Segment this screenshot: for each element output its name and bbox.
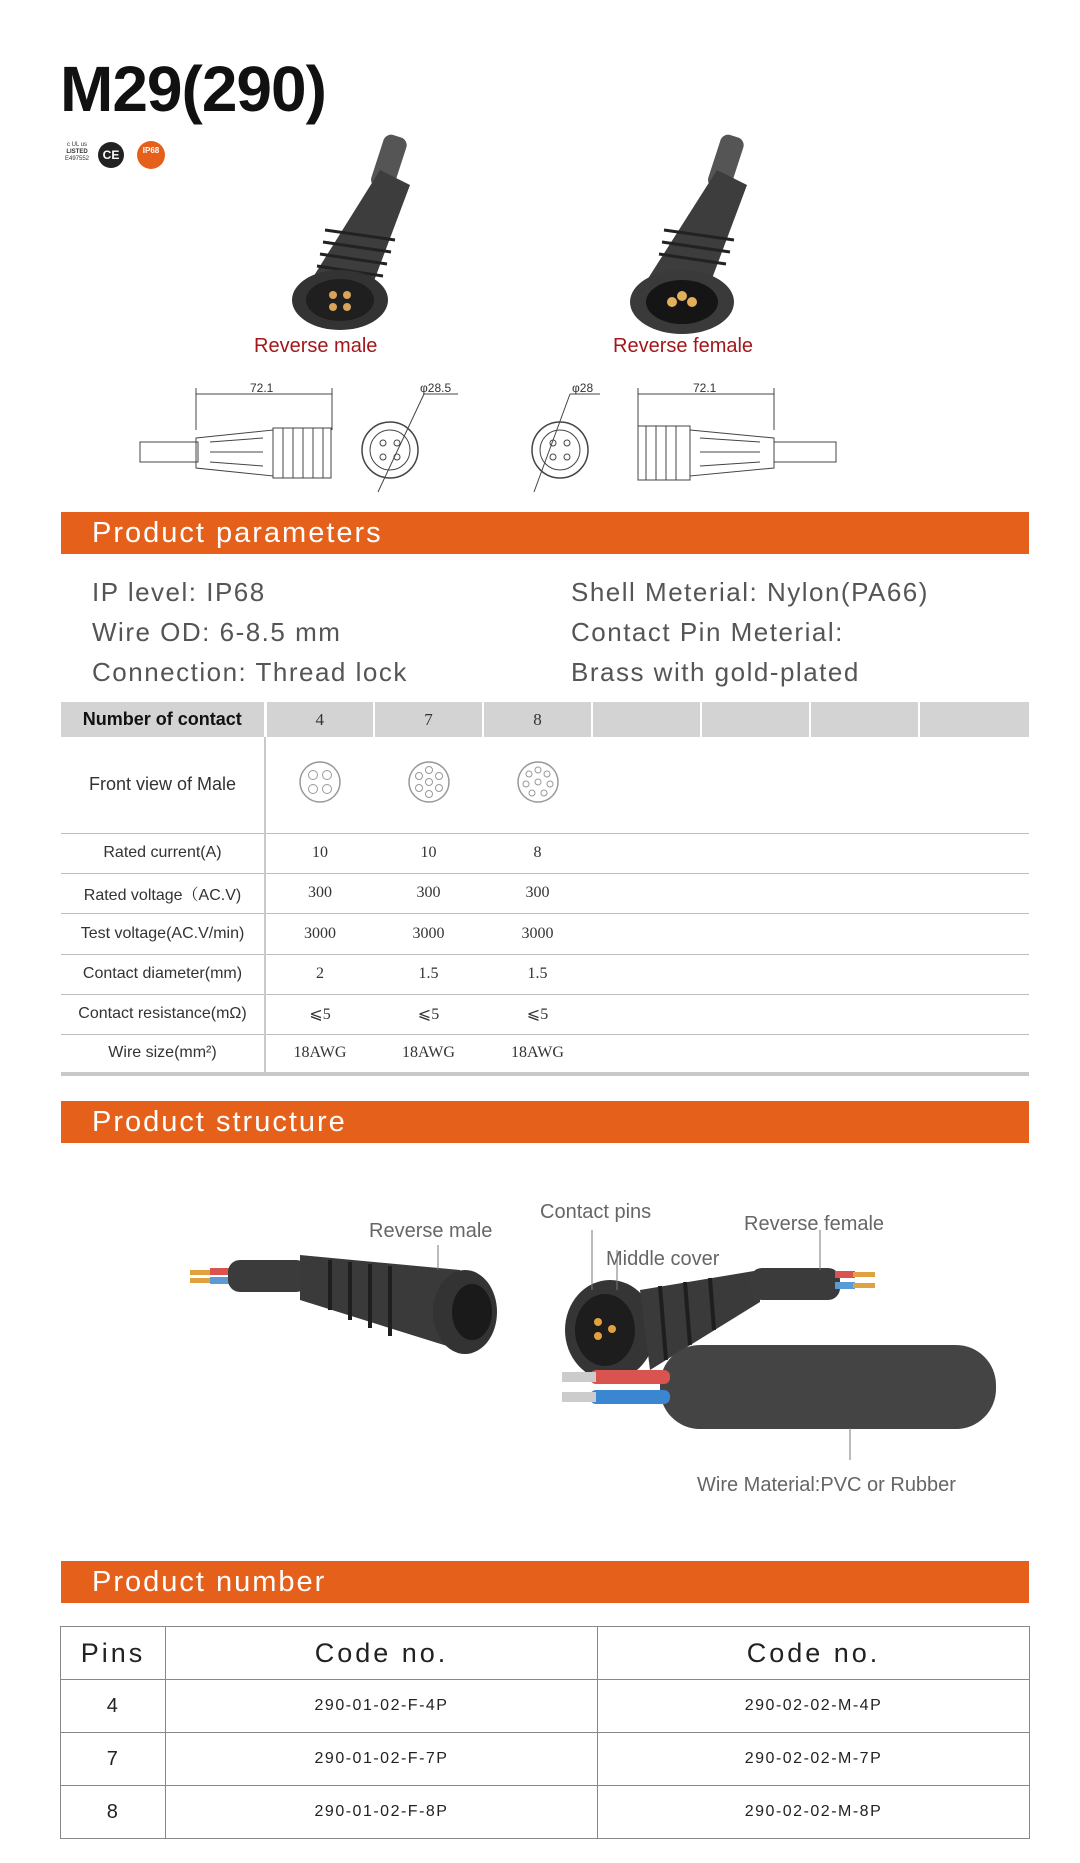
cell: ⩽5 (483, 994, 592, 1034)
param-wire-od: Wire OD: 6-8.5 mm (92, 617, 342, 647)
cell: 300 (483, 873, 592, 913)
row-label: Rated voltage（AC.V) (61, 873, 265, 913)
page-title: M29(290) (60, 53, 326, 125)
product-structure-illustration (180, 1230, 1000, 1460)
cell: 3000 (483, 913, 592, 954)
structure-label-reverse-female: Reverse female (744, 1213, 885, 1235)
front-view-4pin-icon (265, 737, 374, 833)
reverse-female-caption: Reverse female (613, 335, 754, 357)
cell: 18AWG (265, 1034, 374, 1074)
header-contact-8: 8 (483, 702, 592, 737)
product-number-table (60, 1626, 1030, 1839)
front-view-8pin-icon (483, 737, 592, 833)
section-title: Product structure (92, 1106, 347, 1138)
cell: 2 (265, 954, 374, 994)
section-title: Product parameters (92, 517, 383, 549)
table-row (61, 1733, 1030, 1786)
table-row (61, 1680, 1030, 1733)
empty-cell (592, 954, 1029, 994)
structure-label-middle-cover: Middle cover (606, 1248, 720, 1270)
code-cell: 290-02-02-M-8P (598, 1786, 1030, 1839)
header-empty (701, 702, 810, 737)
spec-table (61, 702, 1029, 1076)
pins-cell: 7 (61, 1733, 166, 1786)
param-ip-level: IP level: IP68 (92, 577, 266, 607)
cell: 18AWG (483, 1034, 592, 1074)
header-number-of-contact: Number of contact (61, 702, 265, 737)
param-pin-material: Contact Pin Meterial: (571, 617, 844, 647)
header-pins: Pins (61, 1627, 166, 1680)
row-label: Wire size(mm²) (61, 1034, 265, 1074)
female-diameter-dimension: φ28 (572, 381, 594, 395)
row-label: Contact diameter(mm) (61, 954, 265, 994)
ul-listed-icon: c UL us LISTED E497552 (64, 142, 90, 162)
empty-cell (592, 994, 1029, 1034)
code-cell: 290-02-02-M-7P (598, 1733, 1030, 1786)
param-connection: Connection: Thread lock (92, 657, 408, 687)
front-view-7pin-icon (374, 737, 483, 833)
product-number-banner (61, 1561, 1029, 1603)
header-contact-7: 7 (374, 702, 483, 737)
reverse-male-connector-image (285, 130, 435, 335)
code-cell: 290-01-02-F-4P (166, 1680, 598, 1733)
male-length-dimension: 72.1 (250, 381, 274, 395)
structure-label-contact-pins: Contact pins (540, 1201, 652, 1223)
empty-cell (592, 737, 1029, 833)
ip68-badge-icon: IP68 (137, 141, 165, 169)
row-label: Test voltage(AC.V/min) (61, 913, 265, 954)
cell: 1.5 (374, 954, 483, 994)
cell: ⩽5 (374, 994, 483, 1034)
table-row (61, 1786, 1030, 1839)
code-cell: 290-01-02-F-7P (166, 1733, 598, 1786)
row-label: Rated current(A) (61, 833, 265, 873)
ce-mark-icon: CE (98, 142, 124, 168)
empty-cell (592, 873, 1029, 913)
structure-label-reverse-male: Reverse male (369, 1220, 493, 1242)
cell: 10 (265, 833, 374, 873)
cell: 3000 (265, 913, 374, 954)
cell: 300 (374, 873, 483, 913)
male-diameter-dimension: φ28.5 (420, 381, 452, 395)
param-shell-material: Shell Meterial: Nylon(PA66) (571, 577, 929, 607)
cell: 18AWG (374, 1034, 483, 1074)
reverse-female-connector-image (622, 130, 772, 335)
cell: 1.5 (483, 954, 592, 994)
structure-label-wire-material: Wire Material:PVC or Rubber (697, 1474, 956, 1496)
male-dimension-drawing (138, 380, 478, 495)
code-cell: 290-01-02-F-8P (166, 1786, 598, 1839)
header-contact-4: 4 (265, 702, 374, 737)
empty-cell (592, 913, 1029, 954)
param-pin-plating: Brass with gold-plated (571, 657, 860, 687)
code-cell: 290-02-02-M-4P (598, 1680, 1030, 1733)
empty-cell (592, 1034, 1029, 1074)
reverse-male-caption: Reverse male (254, 335, 378, 357)
header-empty (810, 702, 919, 737)
pins-cell: 4 (61, 1680, 166, 1733)
cell: 300 (265, 873, 374, 913)
empty-cell (592, 833, 1029, 873)
section-title: Product number (92, 1566, 327, 1598)
female-dimension-drawing (520, 380, 840, 495)
product-parameters-banner (61, 512, 1029, 554)
header-empty (919, 702, 1029, 737)
header-code-female: Code no. (166, 1627, 598, 1680)
front-view-label: Front view of Male (61, 737, 265, 833)
cell: ⩽5 (265, 994, 374, 1034)
product-structure-banner (61, 1101, 1029, 1143)
header-code-male: Code no. (598, 1627, 1030, 1680)
cell: 10 (374, 833, 483, 873)
cell: 8 (483, 833, 592, 873)
header-empty (592, 702, 701, 737)
cell: 3000 (374, 913, 483, 954)
female-length-dimension: 72.1 (693, 381, 717, 395)
pins-cell: 8 (61, 1786, 166, 1839)
row-label: Contact resistance(mΩ) (61, 994, 265, 1034)
